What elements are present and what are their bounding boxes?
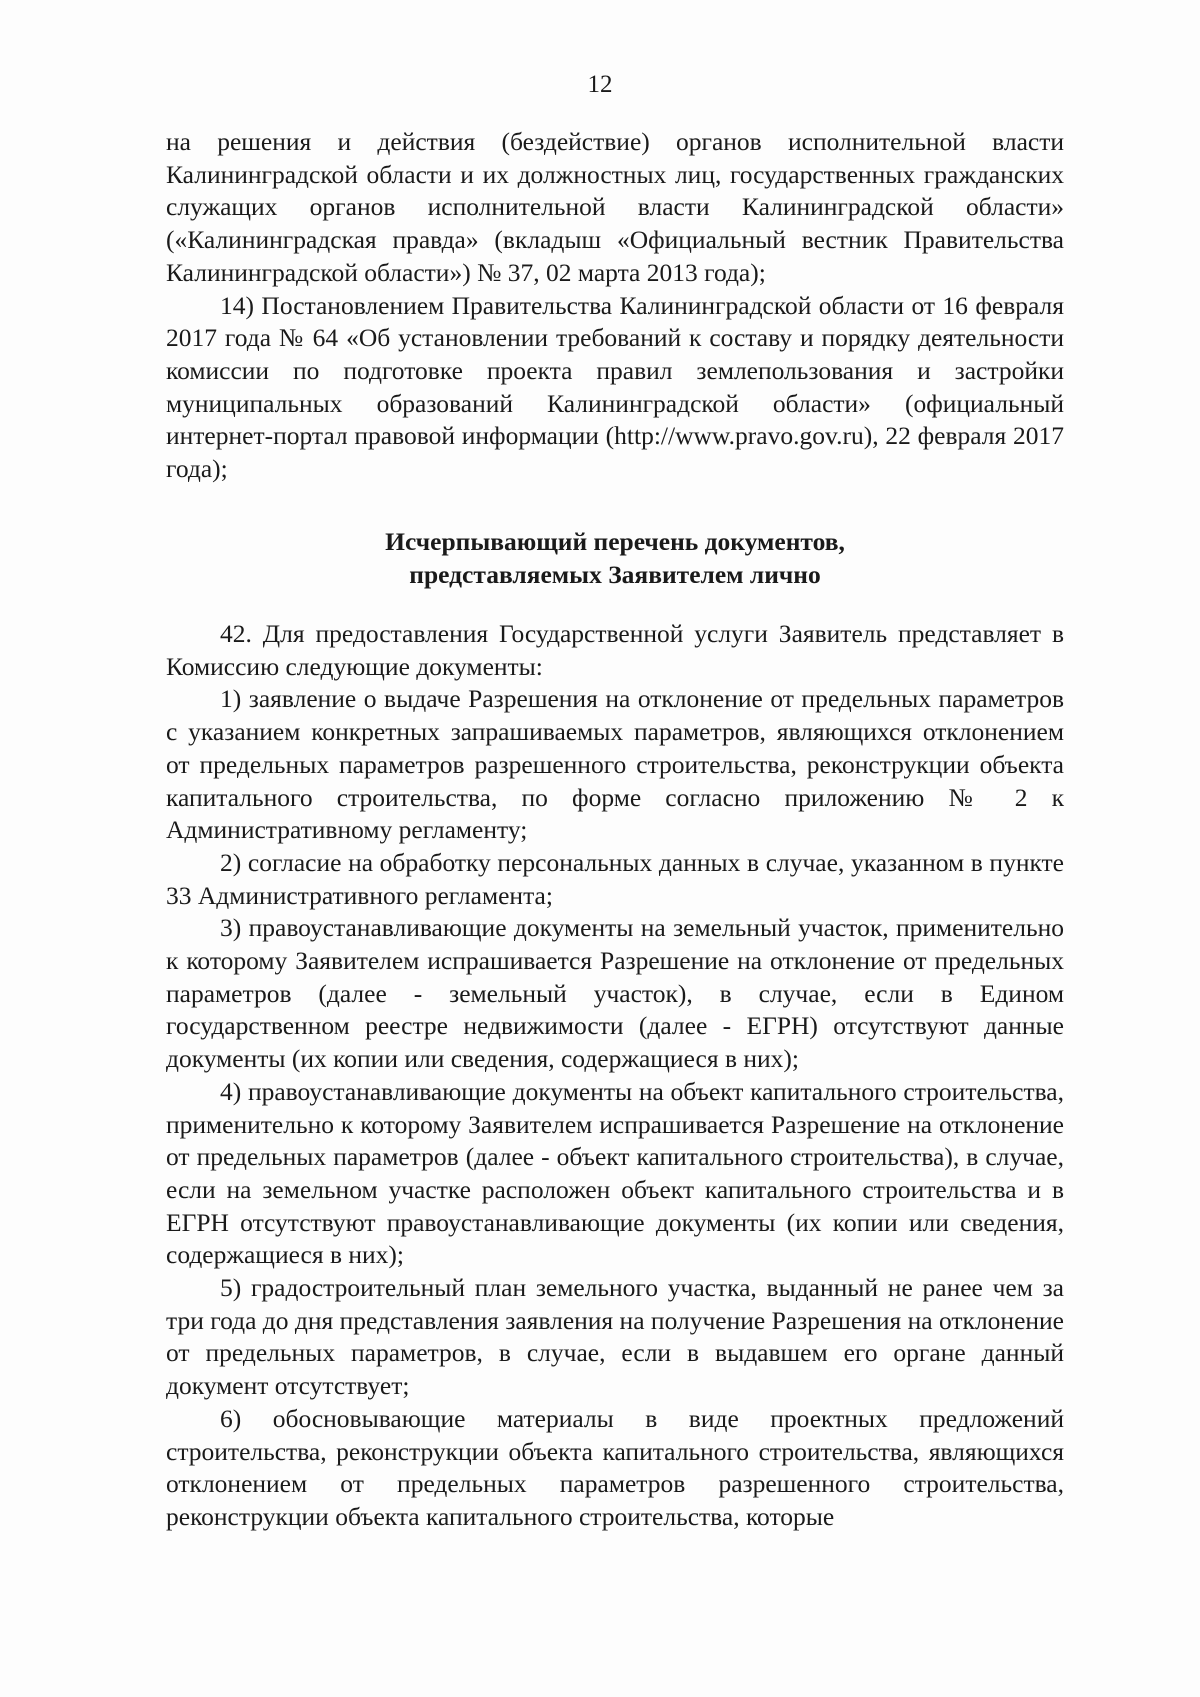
list-item-6: 6) обосновывающие материалы в виде проектных предложений строительства, реконструкции объекта капитального строительства, являющихся отклонением от предельных параметров разрешенного строительства, реконструкции объекта капитального строительства, которые bbox=[166, 1403, 1064, 1531]
list-item-5: 5) градостроительный план земельного участка, выданный не ранее чем за три года до дня представления заявления на получение Разрешения на отклонение от предельных параметров, в случае, если в выдавшем его органе данный документ отсутствует; bbox=[166, 1273, 1064, 1401]
section-heading bbox=[166, 525, 1064, 591]
main-text-block bbox=[166, 618, 1064, 1534]
list-item-1: 1) заявление о выдаче Разрешения на отклонение от предельных параметров с указанием конкретных запрашиваемых параметров, являющихся отклонением от предельных параметров разрешенного строительства, реконструкции объекта капитального строительства, по форме согласно приложению № 2 к Административному регламенту; bbox=[166, 684, 1064, 845]
paragraph-item-14: 14) Постановлением Правительства Калининградской области от 16 февраля 2017 года № 64 «Об установлении требований к составу и порядку деятельности комиссии по подготовке проекта правил землепользования и застройки муниципальных образований Калининградской области» (официальный интернет-портал правовой информации (http://www.pravo.gov.ru), 22 февраля 2017 года); bbox=[166, 290, 1064, 484]
list-item-2: 2) согласие на обработку персональных данных в случае, указанном в пункте 33 Административного регламента; bbox=[166, 847, 1064, 910]
list-item-4: 4) правоустанавливающие документы на объект капитального строительства, применительно к которому Заявителем испрашивается Разрешение на отклонение от предельных параметров (далее - объект капитального строительства), в случае, если на земельном участке расположен объект капитального строительства и в ЕГРН отсутствуют правоустанавливающие документы (их копии или сведения, содержащиеся в них); bbox=[166, 1076, 1064, 1270]
intro-text-block bbox=[166, 126, 1064, 486]
page-number: 12 bbox=[587, 71, 613, 98]
list-item-3: 3) правоустанавливающие документы на земельный участок, применительно к которому Заявителем испрашивается Разрешение на отклонение от предельных параметров (далее - земельный участок), в случае, если в Едином государственном реестре недвижимости (далее - ЕГРН) отсутствуют данные документы (их копии или сведения, содержащиеся в них); bbox=[166, 913, 1064, 1074]
paragraph-continuation: на решения и действия (бездействие) органов исполнительной власти Калининградской области и их должностных лиц, государственных гражданских служащих органов исполнительной власти Калининградской области» («Калининградская правда» (вкладыш «Официальный вестник Правительства Калининградской области») № 37, 02 марта 2013 года); bbox=[166, 127, 1064, 287]
section-heading-line-1: Исчерпывающий перечень документов, bbox=[385, 527, 845, 556]
paragraph-42: 42. Для предоставления Государственной услуги Заявитель представляет в Комиссию следующие документы: bbox=[166, 619, 1064, 681]
section-heading-line-2: представляемых Заявителем лично bbox=[409, 560, 821, 589]
